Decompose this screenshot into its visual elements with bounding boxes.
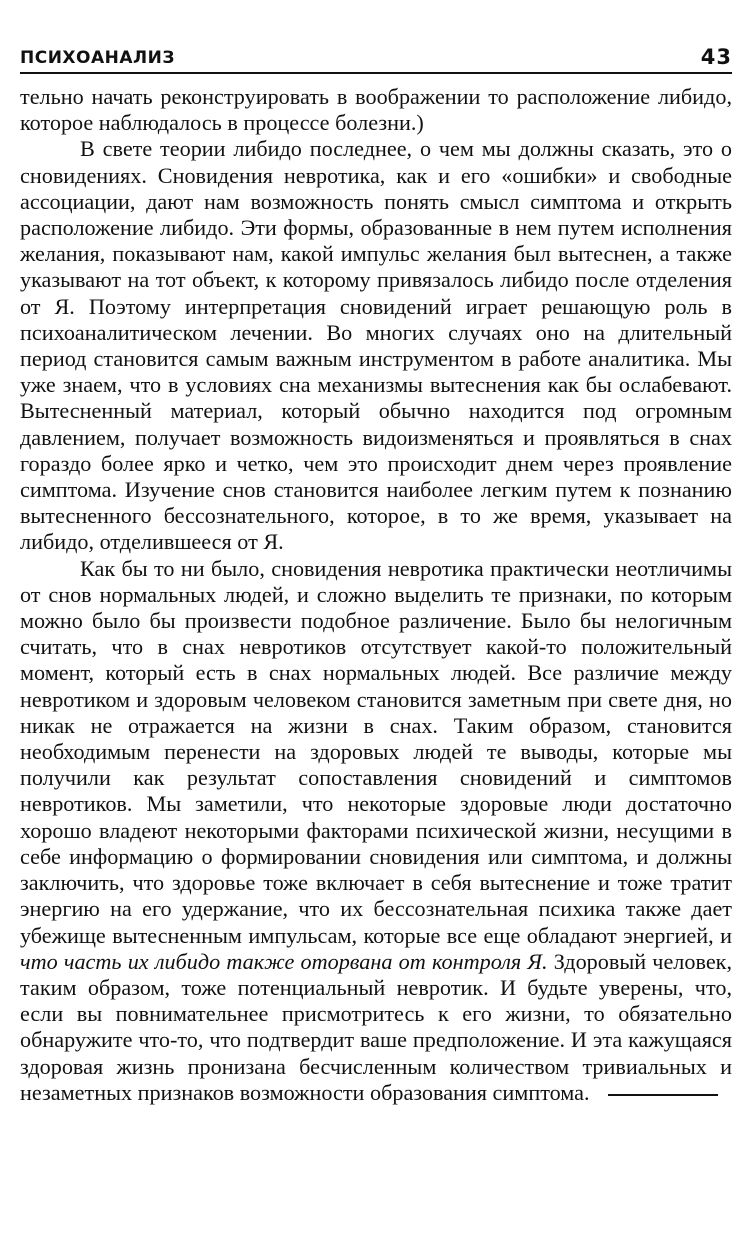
paragraph-text-part1: Как бы то ни было, сновидения невротика практически неотличимы от снов нормальных людей, и сложно выделить те признаки, по которым можно было бы произвести подобное различение. Было бы нелогичным считать, что в снах невротиков отсутствует какой-то положительный момент, который есть в снах нормальных людей. Все различие между невротиком и здоровым человеком становится заметным при свете дня, но никак не отражается на жизни в снах. Таким образом, становится необходимым перенести на здоровых людей те выводы, которые мы получили как результат сопоставления сновидений и симптомов невротиков. Мы заметили, что некоторые здоровые люди достаточно хорошо владеют некоторыми факторами психической жизни, несущими в себе информацию о формировании сновидения или симптома, и должны заключить, что здоровье тоже включает в себя вытеснение и тоже тратит энергию на его удержание, что их бессознательная психика также дает убежище вытесненным импульсам, которые все еще обладают энергией, и xyxy=(20,555,732,948)
running-header xyxy=(20,46,732,74)
header-rule xyxy=(20,72,732,74)
paragraph-text-part2: Здоровый человек, таким образом, тоже потенциальный невротик. И будьте уверены, что, если вы повнимательнее присмотритесь к его жизни, то обязательно обнаружите что-то, что подтвердит ваше предположение. И эта кажущаяся здоровая жизнь пронизана бесчисленным количеством тривиальных и незаметных признаков возможности образования симптома. xyxy=(20,948,732,1105)
page-number: 43 xyxy=(700,45,732,69)
book-page xyxy=(20,0,732,1246)
body-text xyxy=(20,84,732,1106)
paragraph-normal-dreams xyxy=(20,556,732,1106)
paragraph-continuation: тельно начать реконструировать в воображении то расположение либидо, которое наблюдалось в процессе болезни.) xyxy=(20,84,732,136)
paragraph-dreams-theory: В свете теории либидо последнее, о чем мы должны сказать, это о сновидениях. Сновидения невротика, как и его «ошибки» и свободные ассоциации, дают нам возможность понять смысл симптома и открыть расположение либидо. Эти формы, образованные в нем путем исполнения желания, показывают нам, какой импульс желания был вытеснен, а также указывают на тот объект, к которому привязалось либидо после отделения от Я. Поэтому интерпретация сновидений играет решающую роль в психоаналитическом лечении. Во многих случаях оно на длительный период становится самым важным инструментом в работе аналитика. Мы уже знаем, что в условиях сна механизмы вытеснения как бы ослабевают. Вытесненный материал, который обычно находится под огромным давлением, получает возможность видоизменяться и проявляться в снах гораздо более ярко и четко, чем это происходит днем через проявление симптома. Изучение снов становится наиболее легким путем к познанию вытесненного бессознательного, которое, в то же время, указывает на либидо, отделившееся от Я. xyxy=(20,136,732,555)
section-end-rule xyxy=(608,1094,718,1096)
italic-emphasis: что часть их либидо также оторвана от контроля Я. xyxy=(20,948,548,974)
running-title: ПСИХОАНАЛИЗ xyxy=(20,48,175,68)
